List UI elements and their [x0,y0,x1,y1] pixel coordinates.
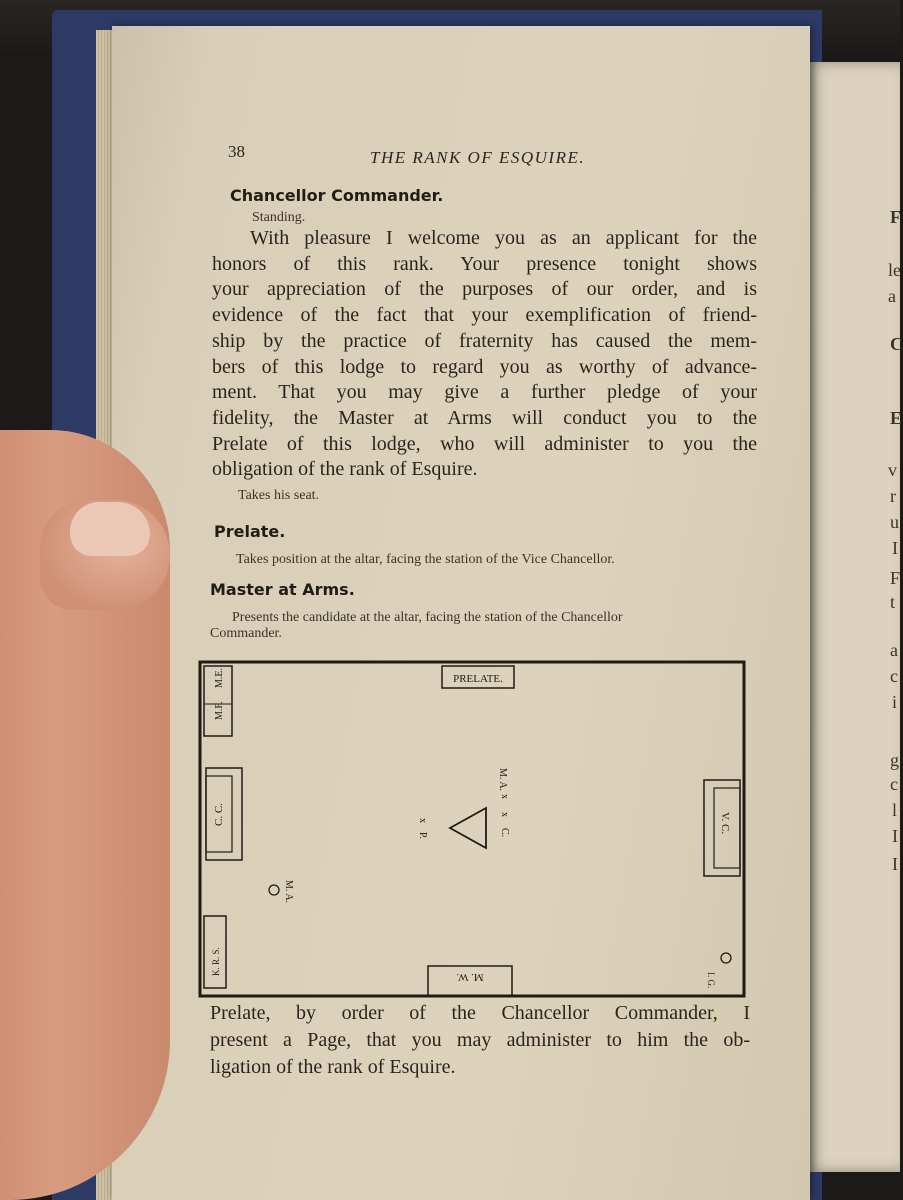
text-line: ship by the practice of fraternity has caused the mem- [212,329,757,352]
ma-lower-mark [269,885,279,895]
text-line: bers of this lodge to regard you as worthy of advance- [212,355,757,378]
left-page [112,26,810,1200]
facing-page-fragment: v [888,460,897,480]
facing-page-fragment: c [890,666,898,686]
mw-station-label: M. W. [456,971,484,983]
text-line: your appreciation of the purposes of our order, and is [212,278,757,301]
stage-direction: Takes his seat. [238,488,320,503]
candidate-label: C. [499,828,510,838]
text-line: Prelate, by order of the Chancellor Commander, I [210,1002,750,1024]
text-line: ment. That you may give a further pledge of your [212,381,757,404]
facing-page-fragment: a [888,286,896,306]
stage-direction: Standing. [252,210,306,225]
facing-page-fragment: F [890,568,901,588]
facing-page [806,62,903,1172]
facing-page-fragment: l [892,800,898,820]
text-line: ligation of the rank of Esquire. [210,1056,456,1078]
facing-page-fragment: i [892,692,898,712]
candidate-mark: x [499,812,510,817]
facing-page-fragment: r [890,486,896,506]
facing-page-fragment: a [890,640,898,660]
lodge-room-diagram [196,658,748,1003]
facing-page-fragment: I [892,538,898,558]
prelate-station-label: PRELATE. [453,673,503,685]
facing-page-fragment: g [890,750,899,770]
prelate-mark: x [417,818,428,823]
me-station-label: M.E. [214,668,225,688]
page-number: 38 [228,142,245,161]
facing-page-fragment: E [890,408,903,428]
speaker-heading: Prelate. [214,522,286,541]
facing-page-fragment: C [890,334,903,354]
text-line: Prelate of this lodge, who will administer to you the [212,432,757,455]
facing-page-fragment: u [890,512,899,532]
stage-direction: Takes position at the altar, facing the station of the Vice Chancellor. [236,552,615,567]
facing-page-fragment: c [890,774,898,794]
facing-page-fragment: I [892,826,898,846]
text-line: With pleasure I welcome you as an applicant for the [250,227,757,249]
closing-paragraph [210,1000,750,1081]
vc-station-label: V. C. [719,812,731,835]
ma-upper-label: M. A. [497,768,508,792]
ma-lower-label: M. A. [283,880,294,904]
krs-station-label: K. R. S. [211,947,221,976]
stage-direction: Commander. [210,626,282,641]
prelate-mark-label: P. [417,832,428,839]
speech-paragraph [212,226,757,483]
mf-station-label: M.F. [214,701,225,720]
running-head: THE RANK OF ESQUIRE. [370,148,586,167]
ig-station-mark [721,953,731,963]
facing-page-fragment: t [890,592,896,612]
text-line: fidelity, the Master at Arms will conduct you to the [212,406,757,429]
ig-station-label: I. G. [706,972,716,989]
thumbnail [70,502,150,556]
facing-page-fragment: le [888,260,901,280]
speaker-heading: Master at Arms. [210,580,355,599]
text-line: obligation of the rank of Esquire. [212,458,478,481]
text-line: present a Page, that you may administer to him the ob- [210,1029,750,1051]
text-line: honors of this rank. Your presence tonight shows [212,252,757,275]
ma-upper-mark: x [499,794,510,799]
altar-triangle [450,808,486,848]
text-line: evidence of the fact that your exemplification of friend- [212,304,757,327]
cc-station-label: C. C. [213,803,225,826]
room-outline [200,662,744,996]
facing-page-fragment: F [890,207,901,227]
stage-direction: Presents the candidate at the altar, facing the station of the Chancellor [232,610,623,625]
speaker-heading: Chancellor Commander. [230,186,444,205]
facing-page-fragment: I [892,854,898,874]
